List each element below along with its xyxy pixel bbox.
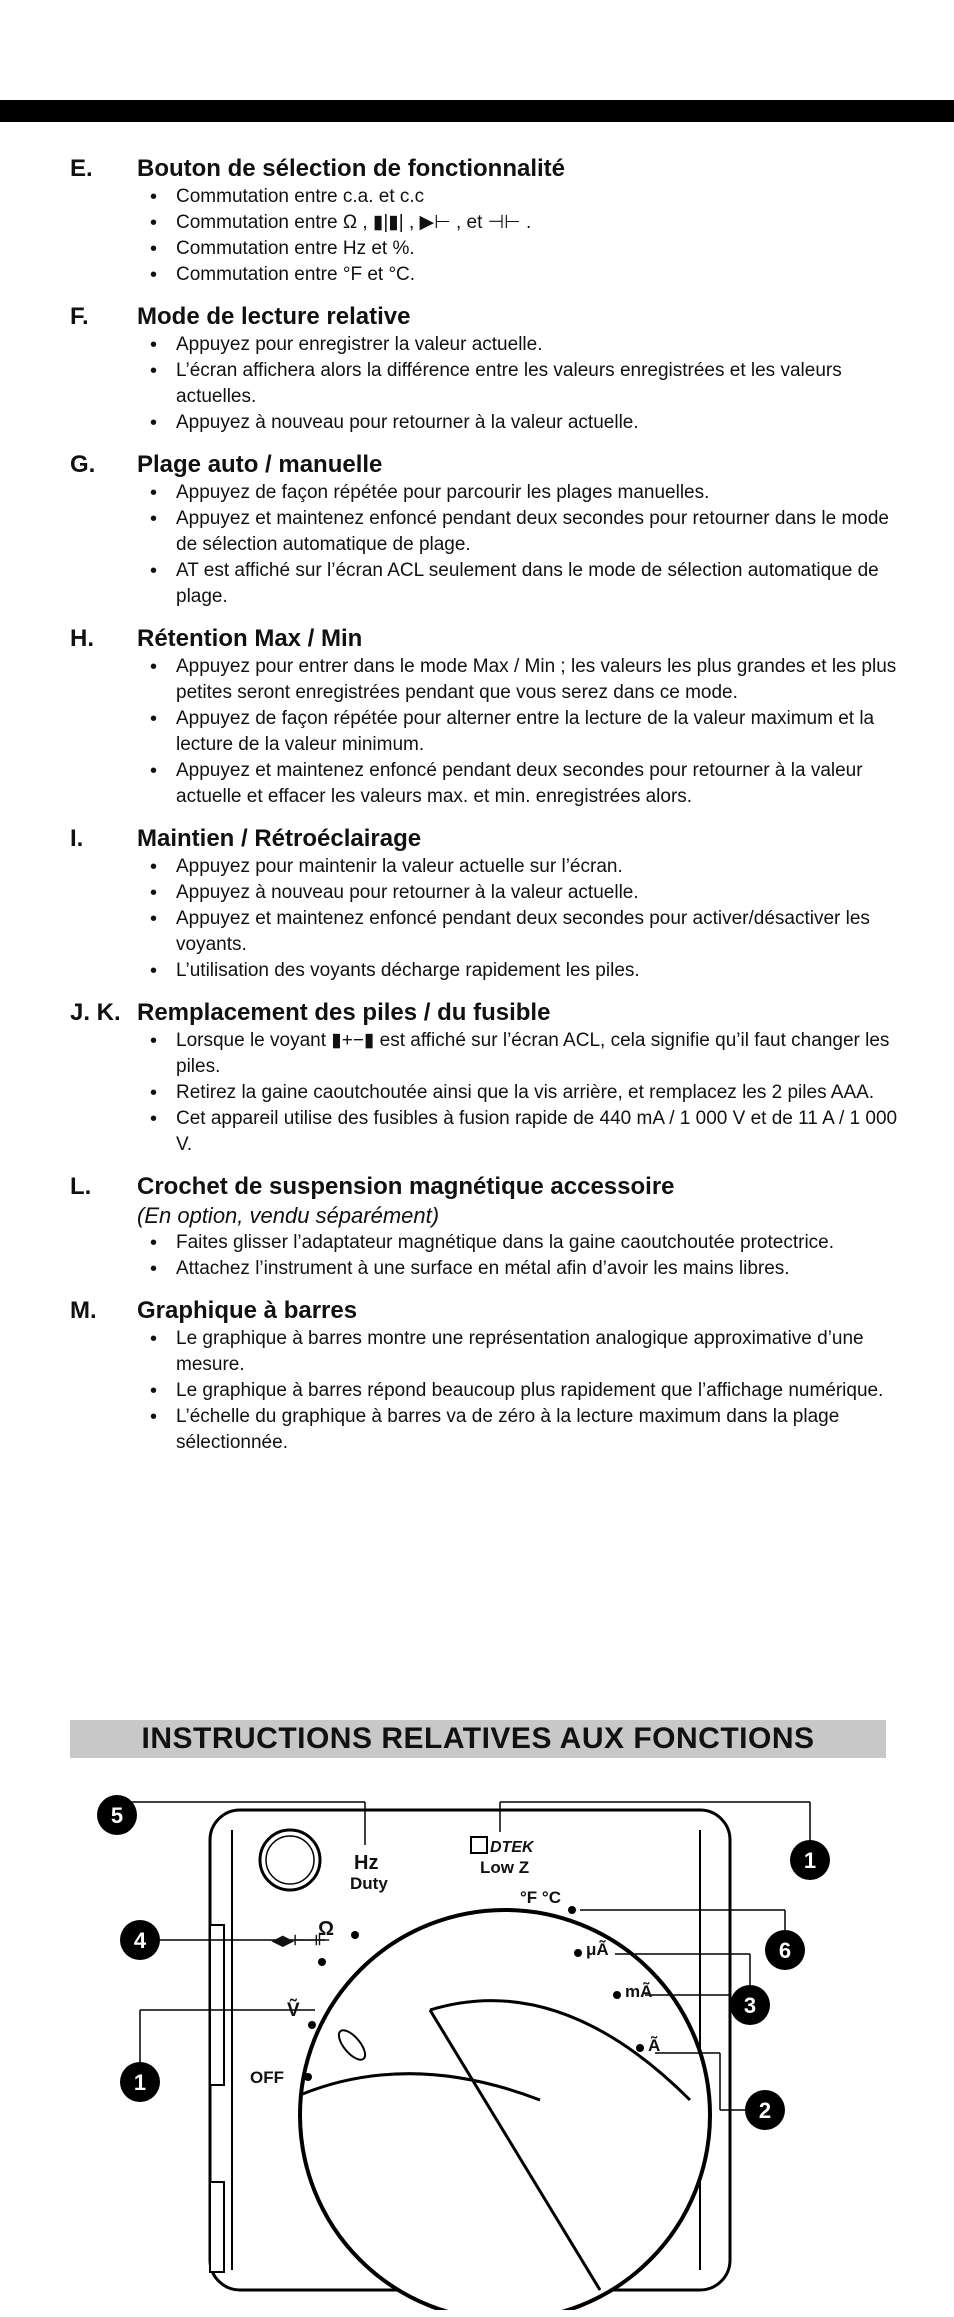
label-hz: Hz (354, 1852, 379, 1874)
section-title: Rétention Max / Min (137, 625, 363, 652)
label-duty: Duty (350, 1874, 388, 1893)
section-letter: I. (70, 825, 84, 852)
list-item: • Le graphique à barres répond beaucoup plus rapidement que l’affichage numérique. (144, 1378, 910, 1404)
list-item: • Cet appareil utilise des fusibles à fusion rapide de 440 mA / 1 000 V et de 11 A / 1 000 V. (144, 1106, 910, 1158)
callout-2 (745, 2090, 785, 2130)
list-item: • Commutation entre °F et °C. (144, 262, 910, 288)
svg-text:2: 2 (758, 2098, 772, 2123)
label-diode-cap: ◀▶⊢⊣⊢ (272, 1932, 331, 1948)
section-heading (70, 998, 910, 1028)
section-l (70, 1172, 910, 1282)
list-item: • Retirez la gaine caoutchoutée ainsi que la vis arrière, et remplacez les 2 piles AAA. (144, 1080, 910, 1106)
list-item: • Le graphique à barres montre une représentation analogique approximative d’une mesure. (144, 1326, 910, 1378)
section-h (70, 624, 910, 810)
list-item: • Appuyez à nouveau pour retourner à la valeur actuelle. (144, 410, 910, 436)
label-lowz: Low Z (480, 1858, 530, 1877)
label-milliamp: mÃ (625, 1982, 653, 2001)
list-item: • Commutation entre Hz et %. (144, 236, 910, 262)
svg-text:5: 5 (110, 1803, 124, 1828)
dtek-icon (470, 1836, 488, 1854)
svg-text:1: 1 (133, 2070, 147, 2095)
top-black-rule (0, 100, 954, 122)
list-item: • Appuyez de façon répétée pour parcourir les plages manuelles. (144, 480, 910, 506)
svg-text:1: 1 (803, 1848, 817, 1873)
dial-diagram (0, 1770, 954, 2310)
callout-1-right (790, 1840, 830, 1880)
callout-3 (730, 1985, 770, 2025)
section-subtitle: (En option, vendu séparément) (137, 1203, 440, 1228)
section-title: Remplacement des piles / du fusible (137, 999, 551, 1026)
list-item: • Lorsque le voyant ▮+−▮ est affiché sur l’écran ACL, cela signifie qu’il faut changer les piles. (144, 1028, 910, 1080)
brand-logo: DTEK (470, 1836, 534, 1857)
section-f (70, 302, 910, 436)
label-voltage: Ṽ (287, 2000, 300, 2021)
svg-text:6: 6 (778, 1938, 792, 1963)
sections-container (70, 154, 910, 1470)
section-letter: H. (70, 625, 94, 652)
label-ohm: Ω (318, 1918, 335, 1940)
section-title: Maintien / Rétroéclairage (137, 825, 422, 852)
list-item: • Attachez l’instrument à une surface en métal afin d’avoir les mains libres. (144, 1256, 910, 1282)
callout-1-left (120, 2062, 160, 2102)
callout-6 (765, 1930, 805, 1970)
section-heading (70, 824, 910, 854)
section-letter: J. K. (70, 999, 121, 1026)
section-title: Plage auto / manuelle (137, 451, 383, 478)
section-title: Bouton de sélection de fonctionnalité (137, 155, 566, 182)
list-item: • Faites glisser l’adaptateur magnétique dans la gaine caoutchoutée protectrice. (144, 1230, 910, 1256)
section-heading (70, 154, 910, 184)
section-heading (70, 1296, 910, 1326)
section-letter: F. (70, 303, 89, 330)
section-i (70, 824, 910, 984)
list-item: • L’écran affichera alors la différence entre les valeurs enregistrées et les valeurs actuelles. (144, 358, 910, 410)
list-item: • Commutation entre Ω , ▮|▮| , ▶⊢ , et ⊣⊢ . (144, 210, 910, 236)
label-off: OFF (250, 2068, 284, 2087)
list-item: • Appuyez et maintenez enfoncé pendant deux secondes pour retourner dans le mode de sélection automatique de plage. (144, 506, 910, 558)
section-title: Crochet de suspension magnétique accessoire (137, 1173, 675, 1200)
section-e (70, 154, 910, 288)
list-item: • AT est affiché sur l’écran ACL seulement dans le mode de sélection automatique de plage. (144, 558, 910, 610)
label-amp: Ã (648, 2036, 661, 2055)
section-letter: L. (70, 1173, 92, 1200)
list-item: • Appuyez pour maintenir la valeur actuelle sur l’écran. (144, 854, 910, 880)
list-item: • Commutation entre c.a. et c.c (144, 184, 910, 210)
section-letter: M. (70, 1297, 97, 1324)
section-heading (70, 624, 910, 654)
list-item: • L’utilisation des voyants décharge rapidement les piles. (144, 958, 910, 984)
list-item: • Appuyez de façon répétée pour alterner entre la lecture de la valeur maximum et la lecture de la valeur minimum. (144, 706, 910, 758)
section-jk (70, 998, 910, 1158)
section-heading (70, 1172, 910, 1202)
svg-text:3: 3 (743, 1993, 757, 2018)
label-temp: °F °C (520, 1888, 561, 1907)
list-item: • Appuyez et maintenez enfoncé pendant deux secondes pour activer/désactiver les voyants. (144, 906, 910, 958)
callout-4 (120, 1920, 160, 1960)
section-title: Mode de lecture relative (137, 303, 411, 330)
svg-text:4: 4 (133, 1928, 147, 1953)
section-heading (70, 450, 910, 480)
section-heading (70, 302, 910, 332)
list-item: • Appuyez à nouveau pour retourner à la valeur actuelle. (144, 880, 910, 906)
label-microamp: μÃ (586, 1940, 609, 1959)
list-item: • L’échelle du graphique à barres va de zéro à la lecture maximum dans la plage sélectionnée. (144, 1404, 910, 1456)
section-letter: E. (70, 155, 93, 182)
section-m (70, 1296, 910, 1456)
rotary-dial (300, 1910, 710, 2310)
section-title: Graphique à barres (137, 1297, 358, 1324)
hold-button-knob (260, 1830, 320, 1890)
list-item: • Appuyez pour entrer dans le mode Max / Min ; les valeurs les plus grandes et les plus petites seront enregistrées pendant que vous serez dans ce mode. (144, 654, 910, 706)
list-item: • Appuyez pour enregistrer la valeur actuelle. (144, 332, 910, 358)
list-item: • Appuyez et maintenez enfoncé pendant deux secondes pour retourner à la valeur actuelle et effacer les valeurs max. et min. enregistrées alors. (144, 758, 910, 810)
section-g (70, 450, 910, 610)
section-letter: G. (70, 451, 96, 478)
callout-5 (97, 1795, 137, 1835)
functions-banner: INSTRUCTIONS RELATIVES AUX FONCTIONS (70, 1720, 886, 1758)
